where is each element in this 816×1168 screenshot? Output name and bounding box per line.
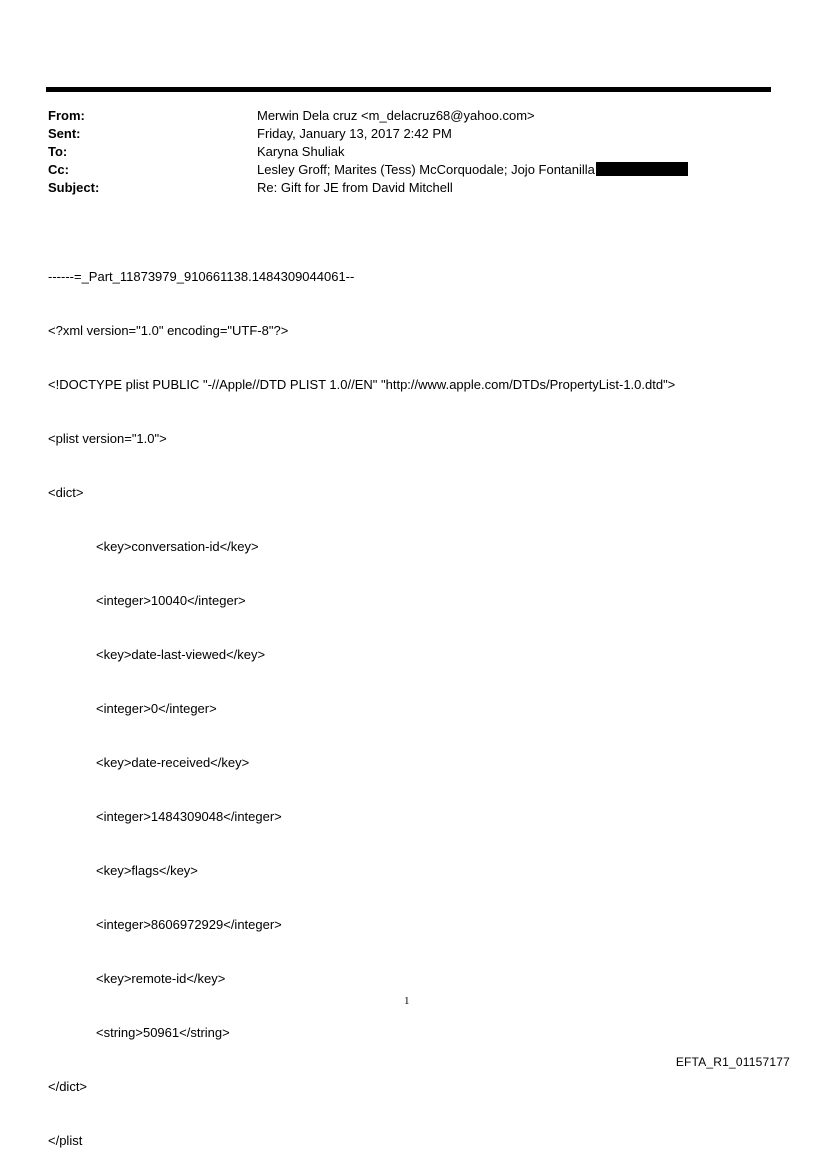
document-id: EFTA_R1_01157177: [675, 1055, 790, 1069]
body-line: <string>50961</string>: [96, 1025, 230, 1040]
header-divider: [46, 87, 771, 92]
body-line: </plist: [48, 1133, 83, 1148]
body-line: ------=_Part_11873979_910661138.1484309044061--: [48, 269, 355, 284]
cc-value-wrapper: [257, 161, 688, 179]
page-number: 1: [404, 995, 410, 1007]
body-line: <key>conversation-id</key>: [96, 539, 259, 554]
body-line: <key>remote-id</key>: [96, 971, 226, 986]
from-row: [48, 107, 748, 125]
cc-value: Lesley Groff; Marites (Tess) McCorquodale; Jojo Fontanilla: [257, 162, 595, 177]
body-line: <key>date-received</key>: [96, 755, 250, 770]
body-line: <?xml version="1.0" encoding="UTF-8"?>: [48, 323, 289, 338]
to-label: To:: [48, 144, 68, 159]
sent-value: Friday, January 13, 2017 2:42 PM: [257, 126, 452, 141]
email-body: [48, 232, 675, 1168]
subject-row: [48, 179, 748, 197]
subject-value: Re: Gift for JE from David Mitchell: [257, 180, 453, 195]
body-line: <key>flags</key>: [96, 863, 198, 878]
body-line: <integer>8606972929</integer>: [96, 917, 282, 932]
subject-label: Subject:: [48, 180, 100, 195]
sent-row: [48, 125, 748, 143]
body-line: <integer>0</integer>: [96, 701, 217, 716]
body-line: <integer>1484309048</integer>: [96, 809, 282, 824]
to-row: [48, 143, 748, 161]
body-line: <key>date-last-viewed</key>: [96, 647, 266, 662]
body-line: <!DOCTYPE plist PUBLIC "-//Apple//DTD PLIST 1.0//EN" "http://www.apple.com/DTDs/PropertyList-1.0.dtd">: [48, 377, 676, 392]
cc-label: Cc:: [48, 162, 69, 177]
body-line: <integer>10040</integer>: [96, 593, 246, 608]
to-value: Karyna Shuliak: [257, 144, 345, 159]
body-line: <dict>: [48, 485, 84, 500]
from-label: From:: [48, 108, 85, 123]
sent-label: Sent:: [48, 126, 81, 141]
redaction-box: [596, 162, 688, 176]
body-line: <plist version="1.0">: [48, 431, 167, 446]
email-header: [48, 107, 748, 197]
from-value: Merwin Dela cruz <m_delacruz68@yahoo.com>: [257, 108, 535, 123]
cc-row: [48, 161, 748, 179]
body-line: </dict>: [48, 1079, 88, 1094]
